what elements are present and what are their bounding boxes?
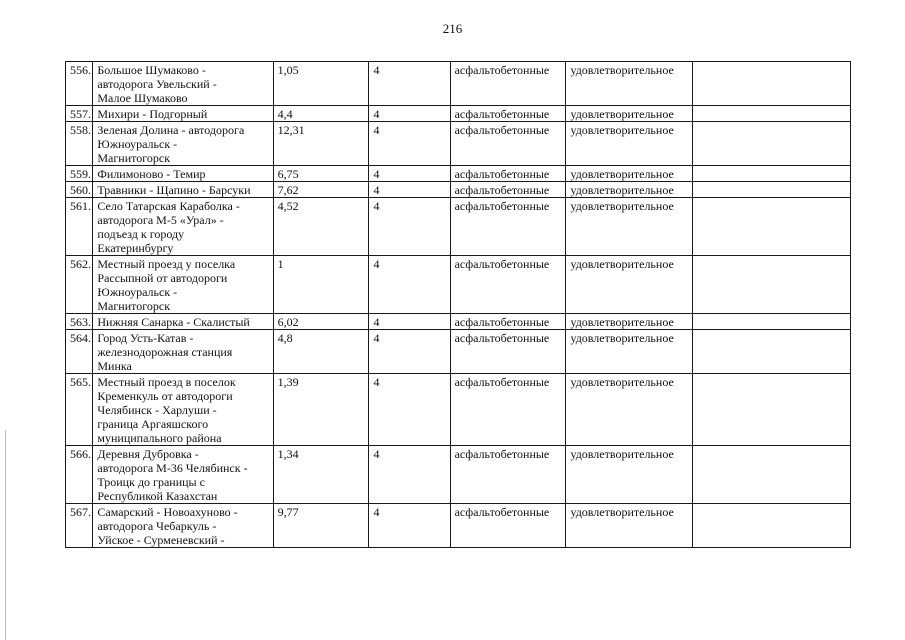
roads-table (65, 61, 851, 548)
table-row (66, 374, 851, 446)
empty-cell (692, 504, 850, 548)
road-name-line: Республикой Казахстан (97, 489, 218, 503)
road-name-line: Южноуральск - (97, 137, 178, 151)
length-cell: 6,02 (273, 314, 369, 330)
condition-cell: удовлетворительное (566, 62, 692, 106)
road-name-cell (93, 256, 273, 314)
category-cell: 4 (369, 504, 450, 548)
length-cell: 4,52 (273, 198, 369, 256)
row-number-cell: 562. (66, 256, 93, 314)
length-cell: 6,75 (273, 166, 369, 182)
row-number-cell: 561. (66, 198, 93, 256)
road-name-line: Троицк до границы с (97, 475, 205, 489)
road-name-line: граница Аргаяшского (97, 417, 209, 431)
category-cell: 4 (369, 374, 450, 446)
empty-cell (692, 314, 850, 330)
road-name-cell (93, 314, 273, 330)
table-row (66, 256, 851, 314)
road-name-line: Зеленая Долина - автодорога (97, 123, 245, 137)
length-cell: 1,39 (273, 374, 369, 446)
table-row (66, 504, 851, 548)
road-name-line: Нижняя Санарка - Скалистый (97, 315, 250, 329)
road-name-line: Город Усть-Катав - (97, 331, 194, 345)
category-cell: 4 (369, 446, 450, 504)
row-number-cell: 556. (66, 62, 93, 106)
surface-cell: асфальтобетонные (450, 62, 566, 106)
surface-cell: асфальтобетонные (450, 446, 566, 504)
road-name-cell (93, 62, 273, 106)
empty-cell (692, 446, 850, 504)
road-name-line: автодорога М-5 «Урал» - (97, 213, 224, 227)
road-name-line: Михири - Подгорный (97, 107, 208, 121)
road-name-line: автодорога М-36 Челябинск - (97, 461, 248, 475)
empty-cell (692, 256, 850, 314)
road-name-cell (93, 198, 273, 256)
table-row (66, 446, 851, 504)
row-number-cell: 565. (66, 374, 93, 446)
category-cell: 4 (369, 198, 450, 256)
condition-cell: удовлетворительное (566, 446, 692, 504)
road-name-line: Село Татарская Караболка - (97, 199, 240, 213)
row-number-cell: 559. (66, 166, 93, 182)
road-name-cell (93, 446, 273, 504)
category-cell: 4 (369, 256, 450, 314)
table-row (66, 182, 851, 198)
category-cell: 4 (369, 330, 450, 374)
road-name-line: Уйское - Сурменевский - (97, 533, 225, 547)
empty-cell (692, 106, 850, 122)
empty-cell (692, 198, 850, 256)
condition-cell: удовлетворительное (566, 198, 692, 256)
length-cell: 4,4 (273, 106, 369, 122)
length-cell: 12,31 (273, 122, 369, 166)
category-cell: 4 (369, 106, 450, 122)
category-cell: 4 (369, 62, 450, 106)
road-name-line: железнодорожная станция (97, 345, 233, 359)
road-name-line: Травники - Щапино - Барсуки (97, 183, 251, 197)
condition-cell: удовлетворительное (566, 182, 692, 198)
category-cell: 4 (369, 314, 450, 330)
table-row (66, 62, 851, 106)
road-name-line: Большое Шумаково - (97, 63, 206, 77)
road-name-line: Филимоново - Темир (97, 167, 206, 181)
road-name-cell (93, 106, 273, 122)
condition-cell: удовлетворительное (566, 314, 692, 330)
road-name-line: автодорога Увельский - (97, 77, 217, 91)
row-number-cell: 567. (66, 504, 93, 548)
page-number: 216 (442, 21, 463, 36)
surface-cell: асфальтобетонные (450, 198, 566, 256)
roads-table-body (66, 62, 851, 548)
road-name-cell (93, 122, 273, 166)
empty-cell (692, 182, 850, 198)
surface-cell: асфальтобетонные (450, 182, 566, 198)
table-row (66, 122, 851, 166)
road-name-line: Малое Шумаково (97, 91, 188, 105)
condition-cell: удовлетворительное (566, 106, 692, 122)
surface-cell: асфальтобетонные (450, 122, 566, 166)
road-name-cell (93, 504, 273, 548)
surface-cell: асфальтобетонные (450, 256, 566, 314)
empty-cell (692, 62, 850, 106)
road-name-line: Магнитогорск (97, 151, 171, 165)
condition-cell: удовлетворительное (566, 256, 692, 314)
road-name-line: Челябинск - Харлуши - (97, 403, 217, 417)
road-name-line: Южноуральск - (97, 285, 178, 299)
empty-cell (692, 122, 850, 166)
road-name-line: Минка (97, 359, 132, 373)
row-number-cell: 564. (66, 330, 93, 374)
category-cell: 4 (369, 182, 450, 198)
road-name-line: Местный проезд у поселка (97, 257, 236, 271)
condition-cell: удовлетворительное (566, 330, 692, 374)
surface-cell: асфальтобетонные (450, 504, 566, 548)
road-name-line: подъезд к городу (97, 227, 185, 241)
row-number-cell: 558. (66, 122, 93, 166)
empty-cell (692, 330, 850, 374)
road-name-line: муниципального района (97, 431, 222, 445)
length-cell: 1,34 (273, 446, 369, 504)
row-number-cell: 560. (66, 182, 93, 198)
condition-cell: удовлетворительное (566, 504, 692, 548)
length-cell: 9,77 (273, 504, 369, 548)
table-row (66, 198, 851, 256)
surface-cell: асфальтобетонные (450, 106, 566, 122)
empty-cell (692, 374, 850, 446)
condition-cell: удовлетворительное (566, 122, 692, 166)
length-cell: 4,8 (273, 330, 369, 374)
road-name-line: Екатеринбургу (97, 241, 174, 255)
road-name-line: Самарский - Новоахуново - (97, 505, 238, 519)
surface-cell: асфальтобетонные (450, 166, 566, 182)
row-number-cell: 566. (66, 446, 93, 504)
category-cell: 4 (369, 122, 450, 166)
scan-edge-line (5, 430, 6, 640)
surface-cell: асфальтобетонные (450, 330, 566, 374)
length-cell: 1,05 (273, 62, 369, 106)
table-row (66, 314, 851, 330)
row-number-cell: 563. (66, 314, 93, 330)
road-name-cell (93, 166, 273, 182)
road-name-line: Местный проезд в поселок (97, 375, 236, 389)
category-cell: 4 (369, 166, 450, 182)
row-number-cell: 557. (66, 106, 93, 122)
surface-cell: асфальтобетонные (450, 314, 566, 330)
condition-cell: удовлетворительное (566, 374, 692, 446)
length-cell: 7,62 (273, 182, 369, 198)
road-name-cell (93, 330, 273, 374)
table-row (66, 330, 851, 374)
road-name-line: автодорога Чебаркуль - (97, 519, 217, 533)
table-row (66, 106, 851, 122)
road-name-line: Рассыпной от автодороги (97, 271, 228, 285)
table-row (66, 166, 851, 182)
road-name-line: Деревня Дубровка - (97, 447, 199, 461)
length-cell: 1 (273, 256, 369, 314)
road-name-cell (93, 182, 273, 198)
surface-cell: асфальтобетонные (450, 374, 566, 446)
road-name-line: Магнитогорск (97, 299, 171, 313)
road-name-cell (93, 374, 273, 446)
road-name-line: Кременкуль от автодороги (97, 389, 233, 403)
condition-cell: удовлетворительное (566, 166, 692, 182)
empty-cell (692, 166, 850, 182)
